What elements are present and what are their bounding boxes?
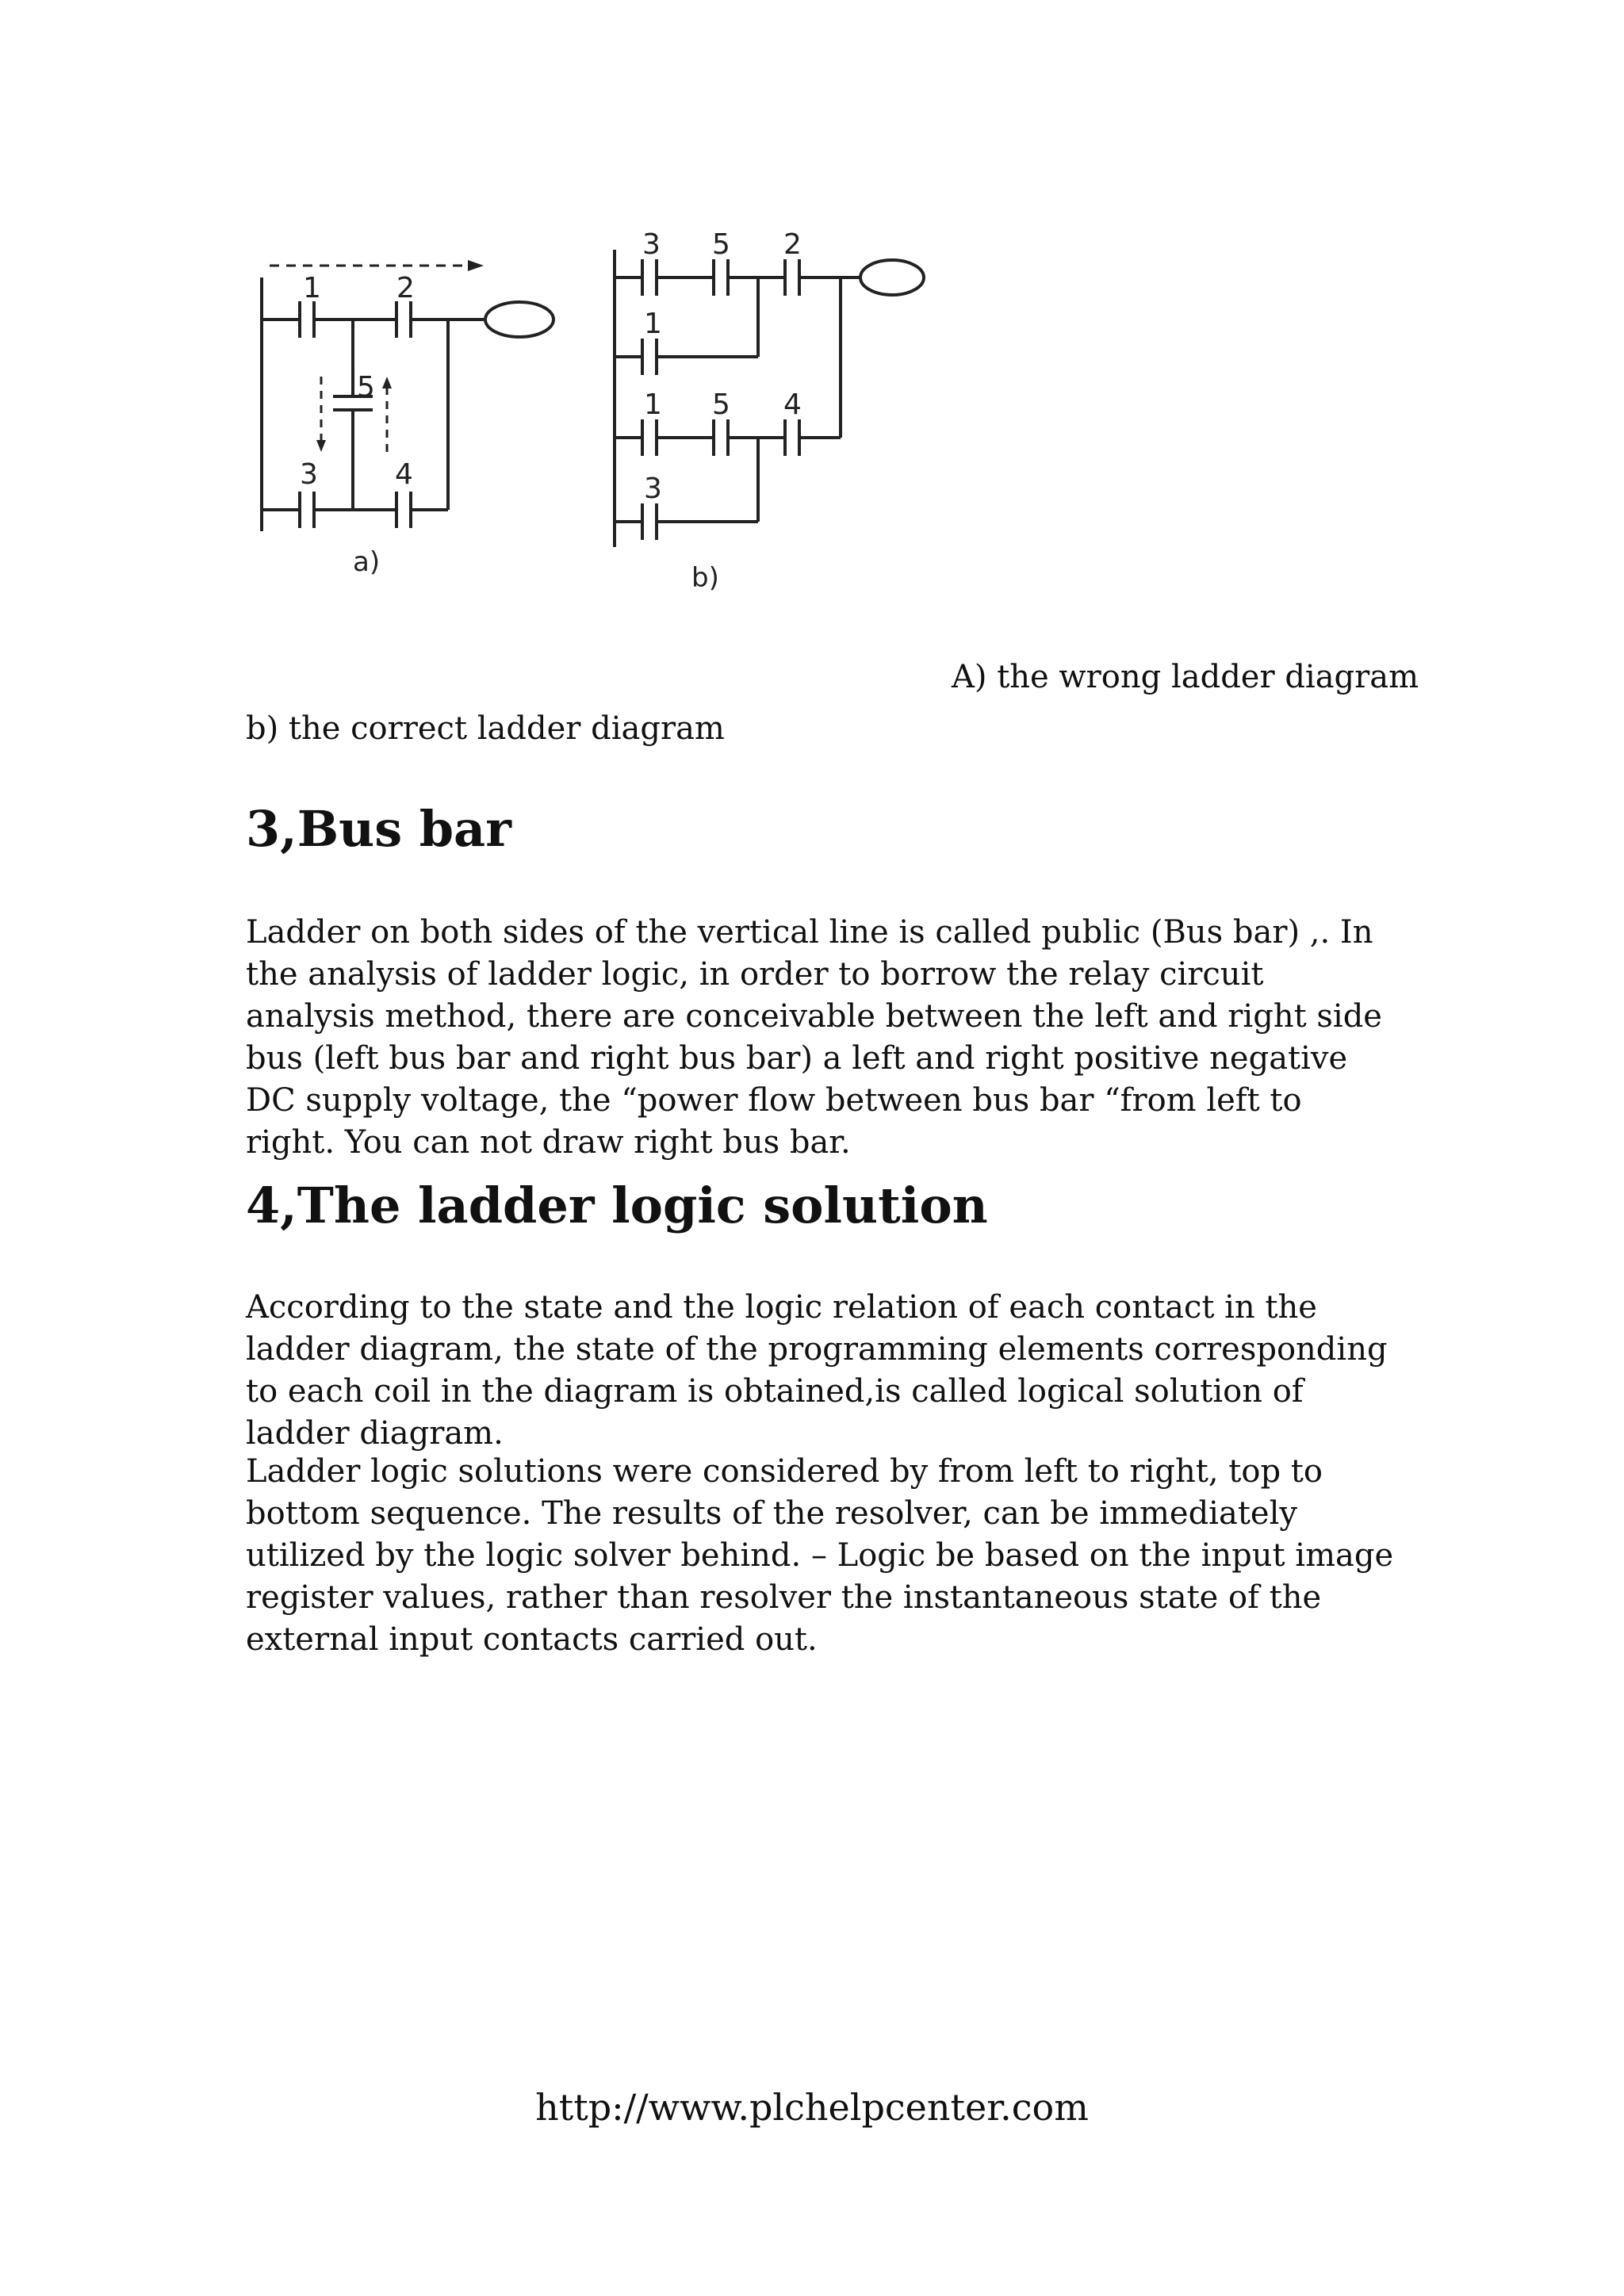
- diagram-a-caption: a): [353, 546, 381, 578]
- contact-label-a-2: 2: [396, 272, 415, 304]
- contact-label-b-4: 4: [783, 388, 802, 421]
- contact-label-b-1-parallel: 1: [644, 308, 662, 340]
- diagram-b-caption: b): [691, 562, 719, 594]
- figure-caption-b: b) the correct ladder diagram: [246, 710, 725, 747]
- ladder-diagram-a: [238, 238, 571, 587]
- ladder-diagram-b: [603, 222, 952, 603]
- contact-label-a-4: 4: [395, 458, 413, 491]
- contact-label-a-3: 3: [300, 458, 318, 491]
- paragraph-bus-bar: Ladder on both sides of the vertical line is called public (Bus bar) ,. In the analysis of ladder logic, in order to borrow the relay circuit analysis method, there are conceivable between the left and right side bus (left bus bar and right bus bar) a left and right positive negative DC supply voltage, the “power flow between bus bar “from left to right. You can not draw right bus bar.: [246, 914, 1382, 1161]
- section-heading-bus-bar: 3,Bus bar: [246, 800, 511, 858]
- contact-label-a-5: 5: [357, 371, 375, 404]
- paragraph-logic-solution-2: Ladder logic solutions were considered by from left to right, top to bottom sequence. The results of the resolver, can be immediately utilized by the logic solver behind. – Logic be based on the input image register values, rather than resolver the instantaneous state of the external input contacts carried out.: [246, 1453, 1394, 1658]
- ladder-figures: [0, 0, 1624, 618]
- contact-label-a-1: 1: [303, 272, 321, 304]
- contact-label-b-1: 1: [644, 388, 662, 421]
- contact-label-b-3-top: 3: [642, 228, 661, 261]
- figure-caption-a: A) the wrong ladder diagram: [952, 659, 1419, 695]
- contact-label-b-2: 2: [783, 228, 802, 261]
- section-heading-ladder-logic-solution: 4,The ladder logic solution: [246, 1177, 988, 1234]
- paragraph-logic-solution-1: According to the state and the logic relation of each contact in the ladder diagram, the state of the programming elements corresponding to each coil in the diagram is obtained,is called logical solution of ladder diagram.: [246, 1289, 1388, 1452]
- contact-label-b-5-top: 5: [712, 228, 730, 261]
- footer-url: http://www.plchelpcenter.com: [535, 2086, 1089, 2129]
- contact-label-b-3: 3: [644, 473, 662, 505]
- contact-label-b-5: 5: [712, 388, 730, 421]
